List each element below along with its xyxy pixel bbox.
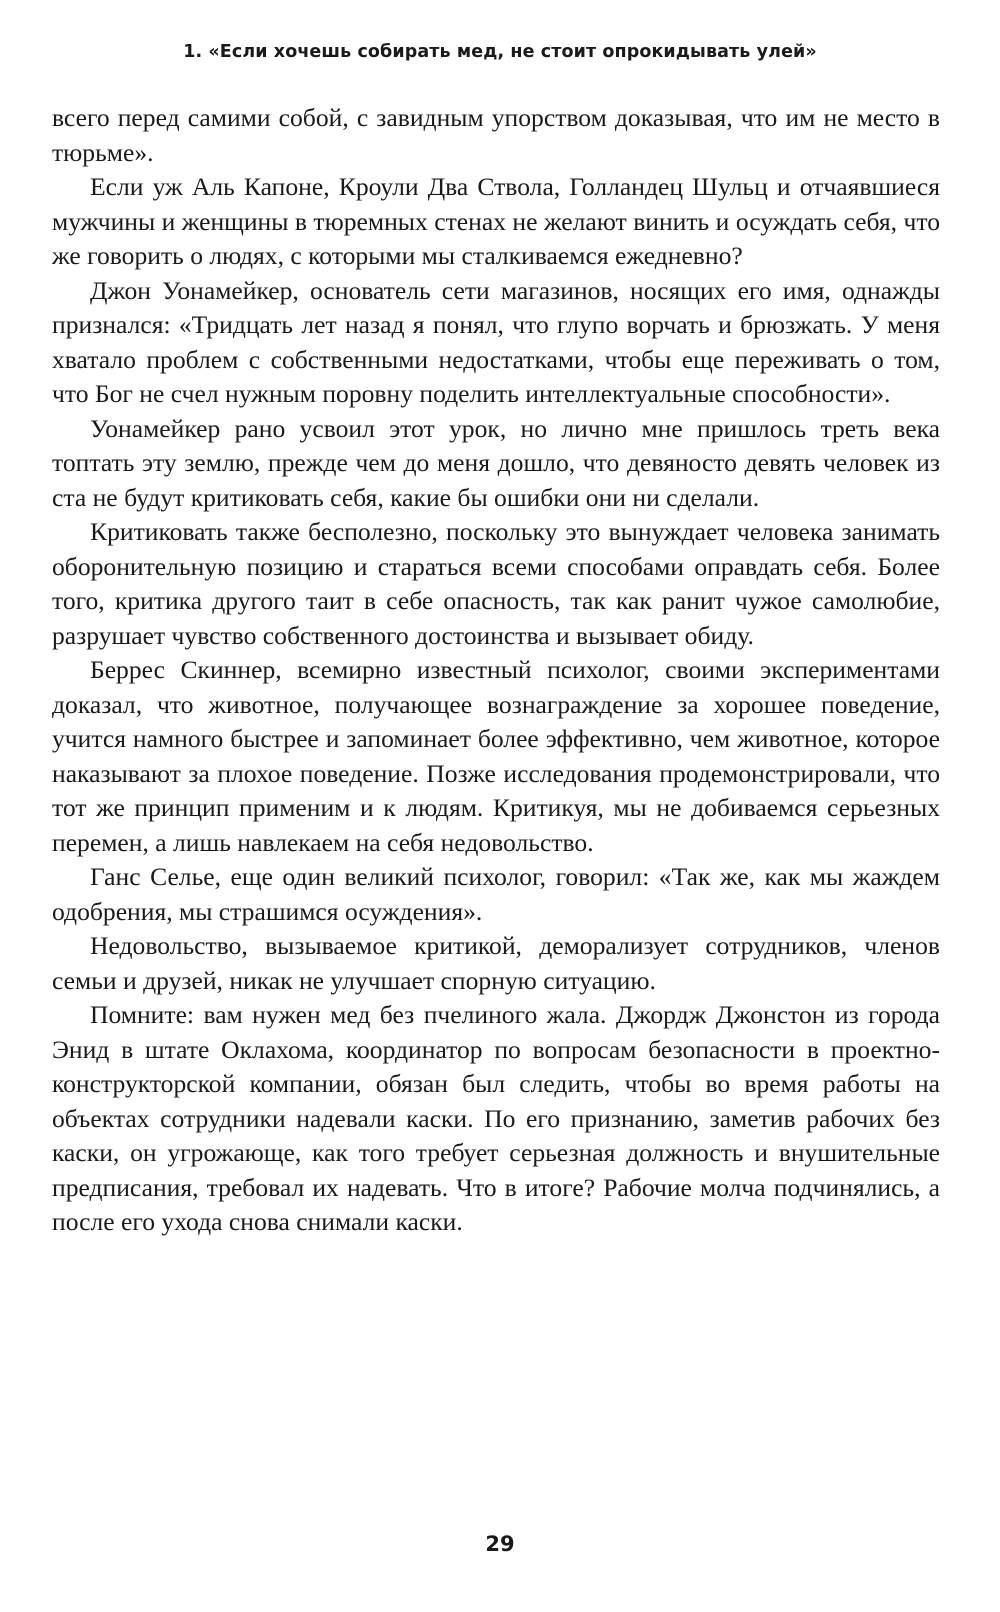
paragraph: Ганс Селье, еще один великий психолог, говорил: «Так же, как мы жаждем одобрения, мы страшимся осуждения». xyxy=(52,862,940,926)
paragraph: Если уж Аль Капоне, Кроули Два Ствола, Голландец Шульц и отчаявшиеся мужчины и женщины в тюремных стенах не желают винить и осуждать себя, что же говорить о людях, с которыми мы сталкиваемся ежедневно? xyxy=(52,172,940,270)
paragraph: Беррес Скиннер, всемирно известный психолог, своими экспериментами доказал, что животное, получающее вознаграждение за хорошее поведение, учится намного быстрее и запоминает более эффективно, чем животное, которое наказывают за плохое поведение. Позже исследования продемонстрировали, что тот же принцип применим и к людям. Критикуя, мы не добиваемся серьезных перемен, а лишь навлекаем на себя недовольство. xyxy=(52,655,940,857)
paragraph: всего перед самими собой, с завидным упорством доказывая, что им не место в тюрьме». xyxy=(52,103,940,167)
paragraph: Недовольство, вызываемое критикой, деморализует сотрудников, членов семьи и друзей, никак не улучшает спорную ситуацию. xyxy=(52,931,940,995)
paragraph: Джон Уонамейкер, основатель сети магазинов, носящих его имя, однажды признался: «Тридцать лет назад я понял, что глупо ворчать и брюзжать. У меня хватало проблем с собственными недостатками, чтобы еще переживать о том, что Бог не счел нужным поровну поделить интеллектуальные способности». xyxy=(52,275,940,408)
paragraph: Помните: вам нужен мед без пчелиного жала. Джордж Джонстон из города Энид в штате Оклахома, координатор по вопросам безопасности в проектно-конструкторской компании, обязан был следить, чтобы во время работы на объектах сотрудники надевали каски. По его признанию, заметив рабочих без каски, он угрожающе, как того требует серьезная должность и внушительные предписания, требовал их надевать. Что в итоге? Рабочие молча подчинялись, а после его ухода снова снимали каски. xyxy=(52,1000,940,1236)
body-text xyxy=(52,101,940,1240)
page-number: 29 xyxy=(485,1532,515,1556)
paragraph: Критиковать также бесполезно, поскольку это вынуждает человека занимать оборонительную позицию и стараться всеми способами оправдать себя. Более того, критика другого таит в себе опасность, так как ранит чужое самолюбие, разрушает чувство собственного достоинства и вызывает обиду. xyxy=(52,517,940,650)
running-head: 1. «Если хочешь собирать мед, не стоит опрокидывать улей» xyxy=(183,42,817,62)
paragraph: Уонамейкер рано усвоил этот урок, но лично мне пришлось треть века топтать эту землю, прежде чем до меня дошло, что девяносто девять человек из ста не будут критиковать себя, какие бы ошибки они ни сделали. xyxy=(52,413,940,512)
